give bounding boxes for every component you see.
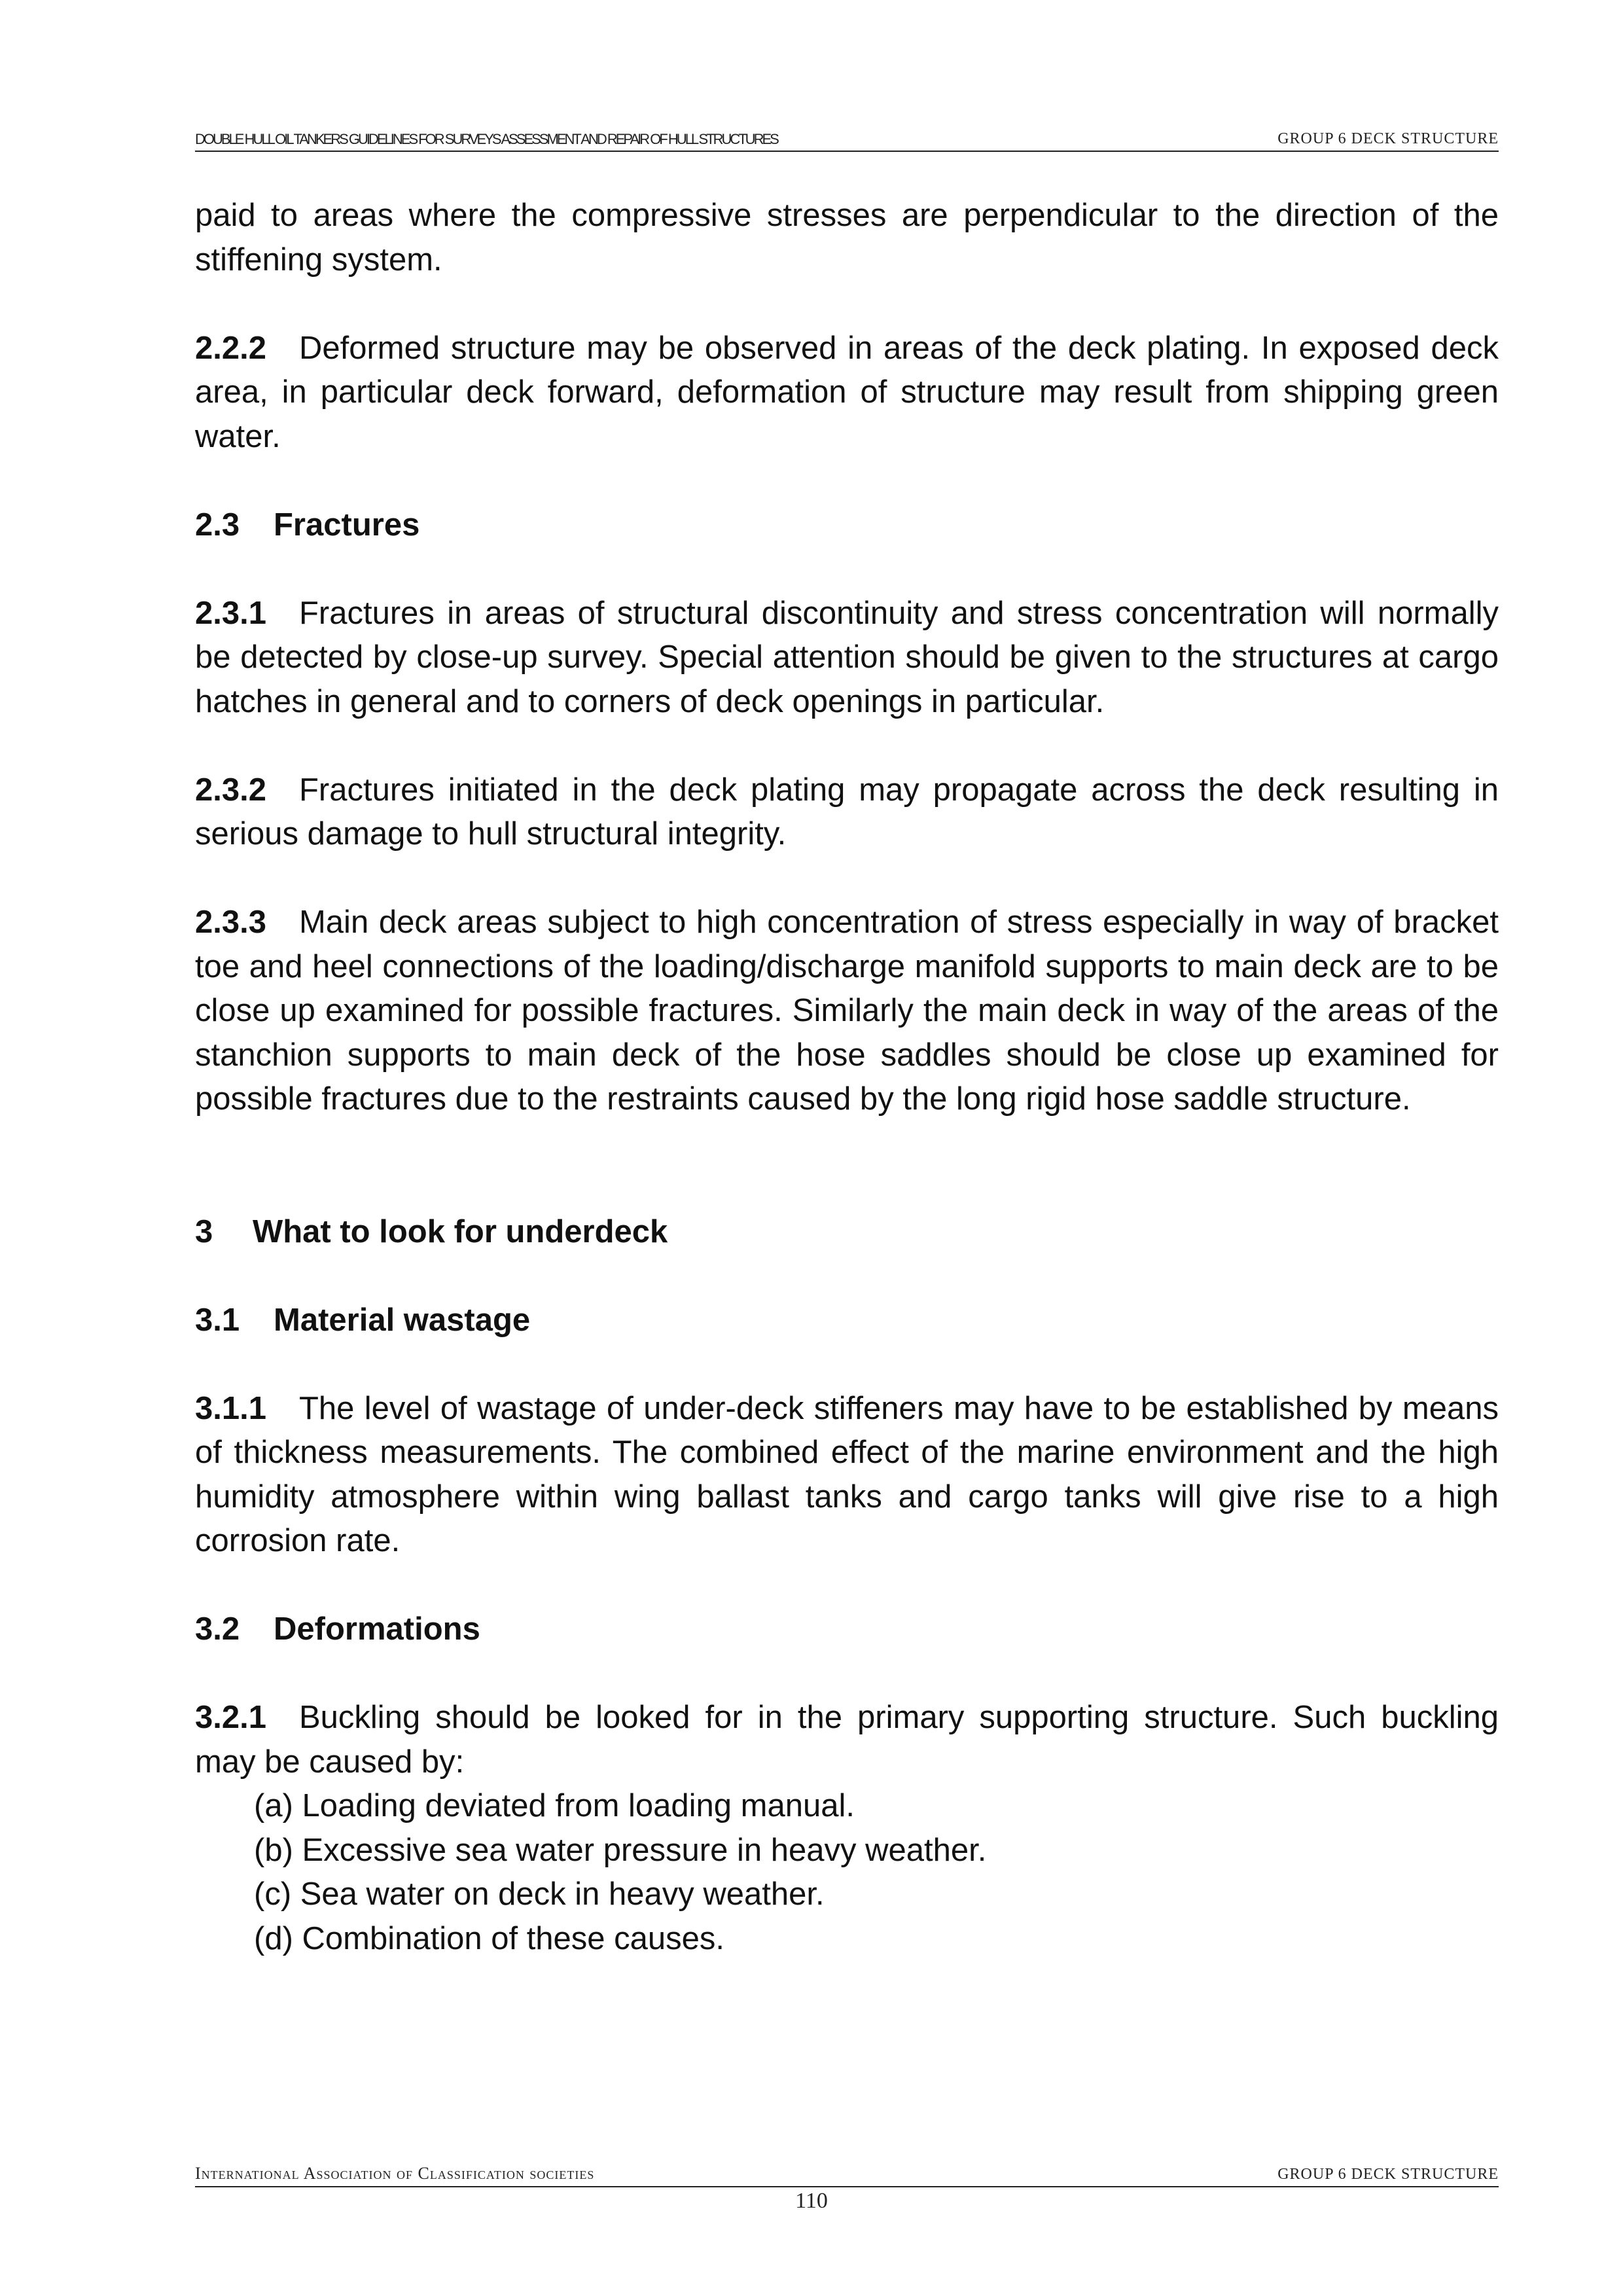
section-heading-3-1 bbox=[195, 1299, 1499, 1343]
heading-title: What to look for underdeck bbox=[253, 1213, 668, 1249]
paragraph-2-3-2 bbox=[195, 768, 1499, 857]
paragraph-3-1-1 bbox=[195, 1387, 1499, 1564]
paragraph-number: 3.1.1 bbox=[195, 1390, 266, 1426]
heading-number: 2.3 bbox=[195, 507, 240, 543]
intro-paragraph: paid to areas where the compressive stresses are perpendicular to the direction of the stiffening system. bbox=[195, 198, 1499, 278]
paragraph-3-2-1 bbox=[195, 1696, 1499, 1784]
heading-title: Deformations bbox=[274, 1611, 480, 1647]
list-item: (c) Sea water on deck in heavy weather. bbox=[254, 1876, 825, 1912]
paragraph-text: Fractures in areas of structural discontinuity and stress concentration will normally be detected by close-up survey. Special attention should be given to the structures at cargo hatches in general and to corners of deck openings in particular. bbox=[195, 595, 1499, 719]
footer-section-title: GROUP 6 DECK STRUCTURE bbox=[1277, 2166, 1499, 2183]
paragraph-text: The level of wastage of under-deck stiffeners may have to be established by means of thickness measurements. The combined effect of the marine environment and the high humidity atmosphere within wing ballast tanks and cargo tanks will give rise to a high corrosion rate. bbox=[195, 1390, 1499, 1558]
heading-title: Fractures bbox=[274, 507, 420, 543]
paragraph-number: 2.3.1 bbox=[195, 595, 266, 631]
section-heading-2-3 bbox=[195, 503, 1499, 548]
footer-organization: International Association of Classification societies bbox=[195, 2164, 595, 2183]
paragraph-2-3-3 bbox=[195, 901, 1499, 1122]
paragraph-number: 2.2.2 bbox=[195, 330, 266, 366]
causes-list bbox=[195, 1784, 1499, 1961]
header-section-title: GROUP 6 DECK STRUCTURE bbox=[1277, 130, 1499, 147]
section-heading-3 bbox=[195, 1210, 1499, 1255]
heading-number: 3.1 bbox=[195, 1302, 240, 1338]
section-heading-3-2 bbox=[195, 1607, 1499, 1652]
paragraph-2-3-1 bbox=[195, 592, 1499, 725]
page-header bbox=[195, 128, 1499, 152]
paragraph-number: 2.3.3 bbox=[195, 905, 266, 940]
paragraph-text: Main deck areas subject to high concentration of stress especially in way of bracket toe and heel connections of the loading/discharge manifold supports to main deck are to be close up examined for possible fractures. Similarly the main deck in way of the areas of the stanchion supports to main deck of the hose saddles should be close up examined for possible fractures due to the restraints caused by the long rigid hose saddle structure. bbox=[195, 905, 1499, 1117]
paragraph-text: Buckling should be looked for in the primary supporting structure. Such buckling may be caused by: bbox=[195, 1700, 1499, 1780]
header-document-title: DOUBLE HULL OIL TANKERS GUIDELINES FOR SURVEYS ASSESSMENT AND REPAIR OF HULL STRUCTURES bbox=[195, 131, 777, 147]
page-number: 110 bbox=[795, 2189, 828, 2213]
paragraph-number: 2.3.2 bbox=[195, 772, 266, 808]
paragraph-2-2-2 bbox=[195, 327, 1499, 459]
heading-title: Material wastage bbox=[274, 1302, 531, 1338]
heading-number: 3.2 bbox=[195, 1611, 240, 1647]
paragraph-text: Fractures initiated in the deck plating may propagate across the deck resulting in serious damage to hull structural integrity. bbox=[195, 772, 1499, 852]
paragraph-number: 3.2.1 bbox=[195, 1700, 266, 1735]
paragraph-text: Deformed structure may be observed in areas of the deck plating. In exposed deck area, in particular deck forward, deformation of structure may result from shipping green water. bbox=[195, 330, 1499, 454]
list-item: (a) Loading deviated from loading manual. bbox=[254, 1788, 855, 1823]
list-item: (d) Combination of these causes. bbox=[254, 1920, 725, 1956]
list-item: (b) Excessive sea water pressure in heavy weather. bbox=[254, 1832, 987, 1868]
page-footer bbox=[195, 2164, 1499, 2187]
page-body bbox=[195, 194, 1499, 1961]
heading-number: 3 bbox=[195, 1213, 213, 1249]
